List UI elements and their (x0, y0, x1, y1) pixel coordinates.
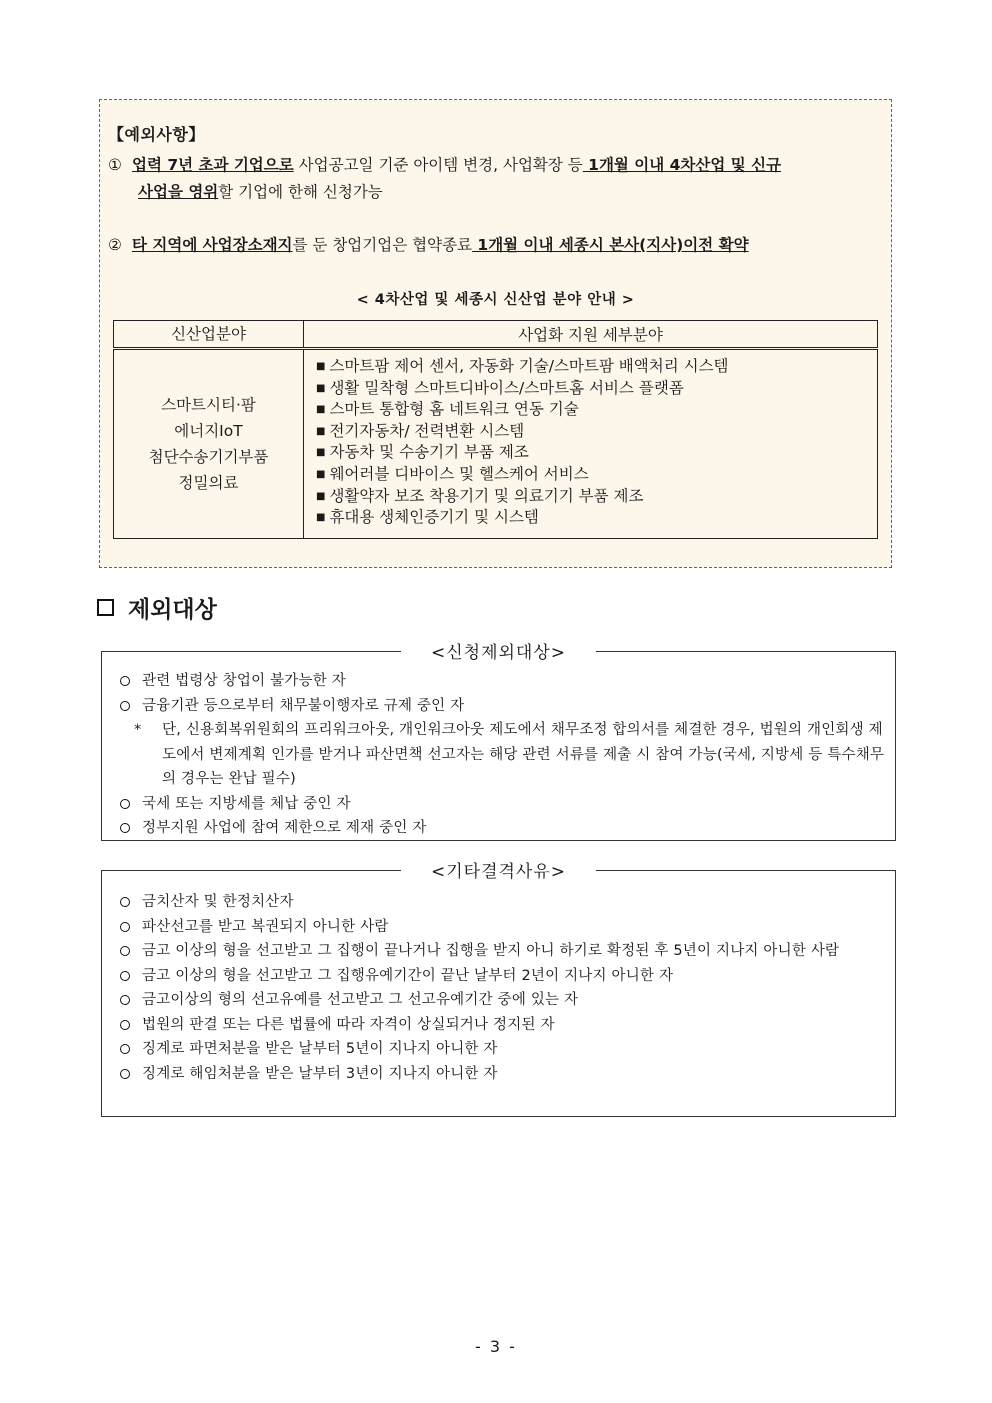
asterisk-icon: * (134, 722, 142, 738)
field-name: 첨단수송기기부품 (148, 447, 269, 466)
emphasis-text: 타 지역에 사업장소재지 (132, 236, 293, 254)
circle-bullet-icon (120, 1069, 130, 1079)
detail-item: ■ 생활 밀착형 스마트디바이스/스마트홈 서비스 플랫폼 (316, 378, 684, 397)
circle-bullet-icon (120, 799, 130, 809)
detail-item: ■ 휴대용 생체인증기기 및 시스템 (316, 508, 539, 527)
circle-bullet-icon (120, 971, 130, 981)
industry-table (113, 320, 878, 539)
emphasis-text: 사업을 영위 (138, 183, 219, 201)
list-item: 파산선고를 받고 복권되지 아니한 사람 (102, 915, 895, 940)
list-item: 징계로 파면처분을 받은 날부터 5년이 지나지 아니한 자 (102, 1037, 895, 1062)
other-disqualification-box (101, 862, 896, 1117)
square-bullet-icon: ■ (316, 382, 326, 394)
detail-item: ■ 웨어러블 디바이스 및 헬스케어 서비스 (316, 464, 589, 483)
circle-bullet-icon (120, 995, 130, 1005)
application-exclusion-title: <신청제외대상> (401, 643, 596, 663)
detail-item: ■ 스마트팜 제어 센서, 자동화 기술/스마트팜 배액처리 시스템 (316, 357, 729, 375)
circled-number: ① (108, 156, 122, 174)
square-bullet-icon: ■ (316, 404, 326, 416)
list-item: 금고 이상의 형을 선고받고 그 집행이 끝나거나 집행을 받지 아니 하기로 확정된 후 5년이 지나지 아니한 사람 (102, 939, 895, 964)
other-disqualification-title: <기타결격사유> (401, 862, 596, 882)
fields-cell (114, 349, 304, 539)
field-name: 에너지IoT (174, 421, 243, 440)
circle-bullet-icon (120, 922, 130, 932)
exceptions-title: 【예외사항】 (108, 125, 205, 144)
field-name: 스마트시티·팜 (161, 395, 256, 414)
square-bullet-icon: ■ (316, 425, 326, 437)
square-bullet-icon: ■ (316, 512, 326, 524)
circle-bullet-icon (120, 1020, 130, 1030)
square-bullet-icon: ■ (316, 468, 326, 480)
empty-square-icon (97, 599, 114, 616)
field-name: 정밀의료 (178, 473, 239, 492)
exception-item-1 (108, 152, 888, 206)
list-item: 법원의 판결 또는 다른 법률에 따라 자격이 상실되거나 정지된 자 (102, 1013, 895, 1038)
list-item: 금고 이상의 형을 선고받고 그 집행유예기간이 끝난 날부터 2년이 지나지 아니한 자 (102, 964, 895, 989)
exception-item-2 (108, 232, 888, 259)
page-number: - 3 - (475, 1337, 517, 1356)
list-item: 국세 또는 지방세를 체납 중인 자 (102, 792, 895, 817)
section-title: 제외대상 (128, 597, 217, 623)
list-item: 징계로 해임처분을 받은 날부터 3년이 지나지 아니한 자 (102, 1062, 895, 1087)
circle-bullet-icon (120, 701, 130, 711)
table-header-detail: 사업화 지원 세부분야 (304, 321, 878, 349)
circle-bullet-icon (120, 946, 130, 956)
circle-bullet-icon (120, 823, 130, 833)
circle-bullet-icon (120, 1044, 130, 1054)
list-item: 관련 법령상 창업이 불가능한 자 (102, 669, 895, 694)
list-item: 금고이상의 형의 선고유예를 선고받고 그 선고유예기간 중에 있는 자 (102, 988, 895, 1013)
table-caption: < 4차산업 및 세종시 신산업 분야 안내 > (356, 292, 635, 308)
emphasis-text: 업력 7년 초과 기업으로 (132, 156, 294, 174)
square-bullet-icon: ■ (316, 447, 326, 459)
list-item: 금융기관 등으로부터 채무불이행자로 규제 중인 자 (102, 694, 895, 719)
emphasis-text: 1개월 이내 4차산업 및 신규 (582, 156, 782, 174)
list-item: 정부지원 사업에 참여 제한으로 제재 중인 자 (102, 816, 895, 841)
details-cell (304, 349, 878, 539)
detail-item: ■ 스마트 통합형 홈 네트워크 연동 기술 (316, 400, 579, 419)
application-exclusion-box (101, 643, 896, 841)
body-text: 를 둔 창업기업은 협약종료 (292, 236, 473, 254)
detail-item: ■ 자동차 및 수송기기 부품 제조 (316, 443, 529, 462)
detail-item: ■ 전기자동차/ 전력변환 시스템 (316, 421, 525, 440)
exceptions-box (99, 99, 892, 568)
table-header-field: 신산업분야 (114, 321, 304, 349)
square-bullet-icon: ■ (316, 490, 326, 502)
circle-bullet-icon (120, 897, 130, 907)
list-item: 금치산자 및 한정치산자 (102, 890, 895, 915)
circle-bullet-icon (120, 676, 130, 686)
note-item: * 단, 신용회복위원회의 프리워크아웃, 개인워크아웃 제도에서 채무조정 합의서를 체결한 경우, 법원의 개인회생 제도에서 변제계획 인가를 받거나 파산면책 선고자는 해당 관련 서류를 제출 시 참여 가능(국세, 지방세 등 특수채무의 경우는 완납 필수) (102, 718, 895, 792)
circled-number: ② (108, 236, 122, 254)
body-text: 할 기업에 한해 신청가능 (218, 183, 383, 201)
emphasis-text: 1개월 이내 세종시 본사(지사)이전 확약 (472, 236, 749, 254)
section-heading (97, 591, 217, 624)
body-text: 사업공고일 기준 아이템 변경, 사업확장 등 (293, 156, 583, 174)
square-bullet-icon: ■ (316, 361, 326, 372)
detail-item: ■ 생활약자 보조 착용기기 및 의료기기 부품 제조 (316, 486, 644, 505)
